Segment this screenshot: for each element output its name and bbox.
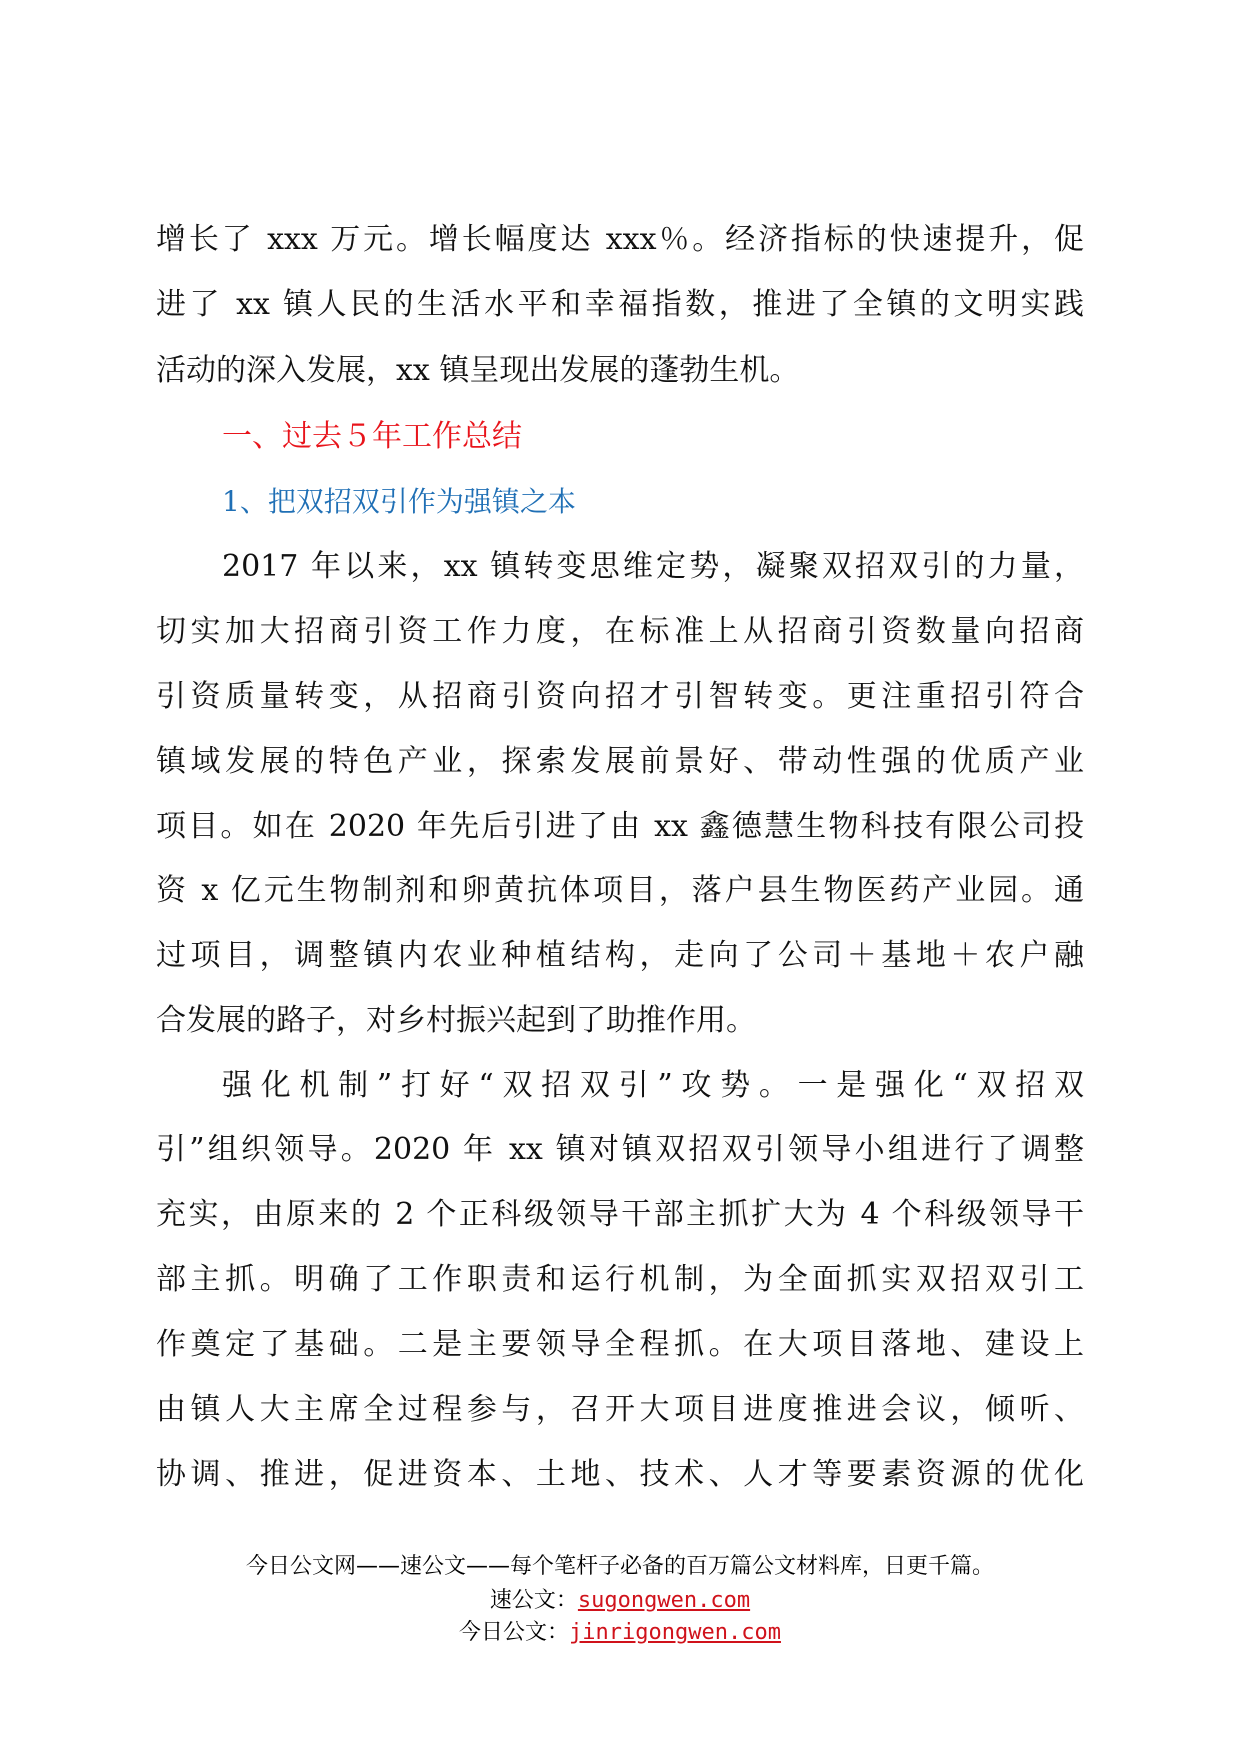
body-line: 强化机制”打好“双招双引”攻势。一是强化“双招双	[222, 1068, 1084, 1103]
body-line: 增长了 xxx 万元。增长幅度达 xxx％。经济指标的快速提升，促	[156, 222, 1084, 257]
body-line: 镇域发展的特色产业，探索发展前景好、带动性强的优质产业	[156, 744, 1084, 779]
body-line: 部主抓。明确了工作职责和运行机制，为全面抓实双招双引工	[156, 1262, 1084, 1297]
body-line: 引资质量转变，从招商引资向招才引智转变。更注重招引符合	[156, 679, 1084, 714]
body-line: 协调、推进，促进资本、土地、技术、人才等要素资源的优化	[156, 1457, 1084, 1492]
site2-link[interactable]: jinrigongwen.com	[569, 1620, 781, 1645]
body-line: 2017 年以来，xx 镇转变思维定势，凝聚双招双引的力量，	[222, 549, 1084, 584]
body-line: 资 x 亿元生物制剂和卵黄抗体项目，落户县生物医药产业园。通	[156, 873, 1084, 908]
body-line: 进了 xx 镇人民的生活水平和幸福指数，推进了全镇的文明实践	[156, 287, 1084, 322]
footer-site1	[0, 1586, 1240, 1616]
body-line: 过项目，调整镇内农业种植结构，走向了公司＋基地＋农户融	[156, 938, 1084, 973]
site1-label: 速公文：	[489, 1588, 578, 1613]
body-line: 作奠定了基础。二是主要领导全程抓。在大项目落地、建设上	[156, 1327, 1084, 1362]
body-line: 切实加大招商引资工作力度，在标准上从招商引资数量向招商	[156, 614, 1084, 649]
body-line: 合发展的路子，对乡村振兴起到了助推作用。	[156, 1003, 756, 1038]
footer-slogan: 今日公文网——速公文——每个笔杆子必备的百万篇公文材料库，日更千篇。	[245, 1554, 994, 1579]
body-line: 活动的深入发展，xx 镇呈现出发展的蓬勃生机。	[156, 353, 800, 388]
body-line: 引”组织领导。2020 年 xx 镇对镇双招双引领导小组进行了调整	[156, 1132, 1084, 1167]
body-line: 项目。如在 2020 年先后引进了由 xx 鑫德慧生物科技有限公司投	[156, 809, 1084, 844]
site2-label: 今日公文：	[459, 1620, 570, 1645]
footer-site2	[0, 1618, 1240, 1648]
site1-link[interactable]: sugongwen.com	[577, 1588, 751, 1613]
subsection-heading: 1、把双招双引作为强镇之本	[222, 485, 576, 518]
section-heading: 一、过去５年工作总结	[222, 419, 522, 454]
body-line: 充实，由原来的 2 个正科级领导干部主抓扩大为 4 个科级领导干	[156, 1197, 1084, 1232]
body-line: 由镇人大主席全过程参与，召开大项目进度推进会议，倾听、	[156, 1392, 1084, 1427]
